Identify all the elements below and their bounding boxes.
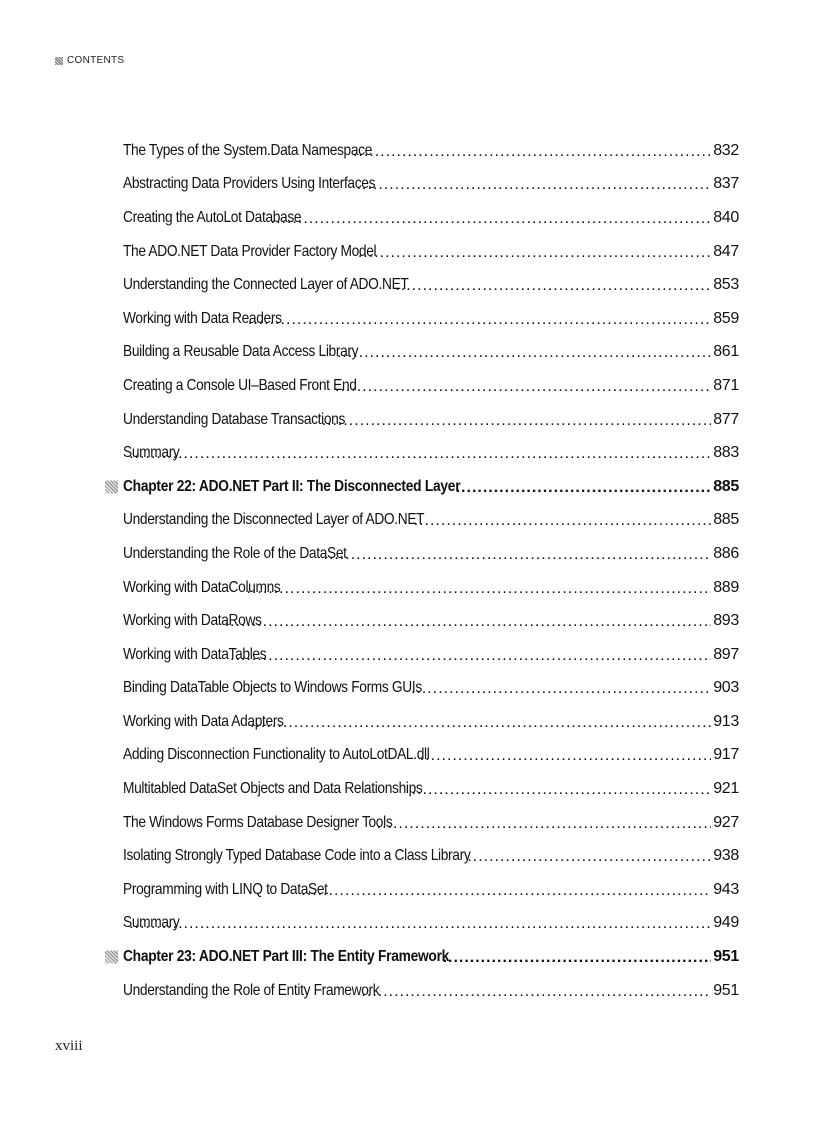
toc-entry-page: 913 bbox=[713, 712, 739, 730]
toc-entry[interactable] bbox=[123, 672, 739, 706]
toc-entry-page: 893 bbox=[713, 612, 739, 630]
toc-entry-title: Working with Data Readers bbox=[123, 309, 282, 327]
chapter-marker-icon bbox=[105, 951, 118, 964]
toc-entry-page: 883 bbox=[713, 444, 739, 462]
toc-entry-page: 886 bbox=[713, 544, 739, 562]
toc-entry-title: Working with DataRows bbox=[123, 612, 262, 630]
toc-entry-title: Understanding the Role of Entity Framework bbox=[123, 981, 380, 999]
dot-leader bbox=[322, 412, 712, 428]
toc-entry-title: Understanding the Disconnected Layer of ADO.NET bbox=[123, 511, 425, 529]
toc-entry-title: Programming with LINQ to DataSet bbox=[123, 880, 328, 898]
dot-leader bbox=[129, 445, 711, 461]
dot-leader bbox=[414, 512, 712, 528]
toc-entry[interactable] bbox=[123, 403, 739, 437]
toc-entry[interactable] bbox=[123, 974, 739, 1008]
toc-entry-title: Chapter 23: ADO.NET Part III: The Entity Framework bbox=[123, 948, 450, 966]
toc-entry[interactable] bbox=[123, 806, 739, 840]
toc-entry[interactable] bbox=[123, 436, 739, 470]
toc-entry-title: Creating a Console UI–Based Front End bbox=[123, 376, 357, 394]
toc-entry-page: 840 bbox=[713, 208, 739, 226]
dot-leader bbox=[361, 983, 711, 999]
toc-entry[interactable] bbox=[123, 537, 739, 571]
toc-entry[interactable] bbox=[123, 369, 739, 403]
toc-entry-page: 871 bbox=[713, 376, 739, 394]
running-header bbox=[55, 55, 124, 66]
toc-entry[interactable] bbox=[123, 571, 739, 605]
toc-entry-page: 837 bbox=[713, 175, 739, 193]
dot-leader bbox=[230, 647, 711, 663]
toc-entry-page: 903 bbox=[713, 679, 739, 697]
toc-entry-page: 877 bbox=[713, 410, 739, 428]
toc-entry-title: Understanding the Connected Layer of ADO.NET bbox=[123, 276, 409, 294]
toc-entry[interactable] bbox=[123, 168, 739, 202]
dot-leader bbox=[395, 277, 711, 293]
toc-chapter-entry[interactable] bbox=[123, 470, 739, 504]
toc-entry-page: 949 bbox=[713, 914, 739, 932]
dot-leader bbox=[129, 915, 711, 931]
dot-leader bbox=[467, 848, 711, 864]
toc-entry-page: 885 bbox=[713, 511, 739, 529]
dot-leader bbox=[271, 210, 712, 226]
toc-entry-title: Adding Disconnection Functionality to AutoLotDAL.dll bbox=[123, 746, 430, 764]
dot-leader bbox=[337, 344, 711, 360]
toc-entry-title: Abstracting Data Providers Using Interfaces bbox=[123, 175, 376, 193]
chapter-marker-icon bbox=[105, 480, 118, 493]
dot-leader bbox=[301, 882, 711, 898]
toc-entry-title: Understanding the Role of the DataSet bbox=[123, 544, 347, 562]
toc-entry-page: 859 bbox=[713, 309, 739, 327]
toc-entry-title: Binding DataTable Objects to Windows Forms GUIs bbox=[123, 679, 422, 697]
toc-entry[interactable] bbox=[123, 638, 739, 672]
toc-entry-title: Multitabled DataSet Objects and Data Relationships bbox=[123, 780, 423, 798]
toc-entry-page: 927 bbox=[713, 813, 739, 831]
toc-entry-title: Understanding Database Transactions bbox=[123, 410, 346, 428]
toc-entry[interactable] bbox=[123, 772, 739, 806]
toc-entry-title: Summary bbox=[123, 444, 180, 462]
toc-entry-title: The ADO.NET Data Provider Factory Model bbox=[123, 242, 377, 260]
toc-entry[interactable] bbox=[123, 268, 739, 302]
toc-entry-title: Building a Reusable Data Access Library bbox=[123, 343, 359, 361]
dot-leader bbox=[358, 244, 711, 260]
toc-entry[interactable] bbox=[123, 705, 739, 739]
header-label: CONTENTS bbox=[67, 55, 125, 66]
table-of-contents bbox=[123, 134, 739, 1007]
dot-leader bbox=[443, 949, 712, 965]
toc-entry-title: Chapter 22: ADO.NET Part II: The Disconnected Layer bbox=[123, 477, 461, 495]
toc-entry-page: 832 bbox=[713, 141, 739, 159]
toc-entry-title: The Types of the System.Data Namespace bbox=[123, 141, 373, 159]
dot-leader bbox=[248, 311, 711, 327]
toc-entry-page: 861 bbox=[713, 343, 739, 361]
toc-entry-title: Working with Data Adapters bbox=[123, 712, 284, 730]
toc-entry-title: Creating the AutoLot Database bbox=[123, 208, 302, 226]
toc-entry-page: 847 bbox=[713, 242, 739, 260]
toc-entry-page: 897 bbox=[713, 645, 739, 663]
dot-leader bbox=[412, 781, 712, 797]
toc-entry[interactable] bbox=[123, 739, 739, 773]
toc-entry-page: 885 bbox=[713, 477, 739, 495]
toc-entry[interactable] bbox=[123, 336, 739, 370]
toc-entry-page: 889 bbox=[713, 578, 739, 596]
toc-entry-page: 938 bbox=[713, 847, 739, 865]
toc-entry-page: 921 bbox=[713, 780, 739, 798]
toc-entry[interactable] bbox=[123, 235, 739, 269]
toc-entry-title: Isolating Strongly Typed Database Code into a Class Library bbox=[123, 847, 471, 865]
toc-entry-title: Working with DataColumns bbox=[123, 578, 281, 596]
toc-chapter-entry[interactable] bbox=[123, 940, 739, 974]
toc-entry[interactable] bbox=[123, 907, 739, 941]
dot-leader bbox=[353, 143, 711, 159]
toc-entry-title: The Windows Forms Database Designer Tools bbox=[123, 813, 393, 831]
toc-entry-title: Working with DataTables bbox=[123, 645, 267, 663]
header-marker-icon bbox=[55, 57, 63, 65]
toc-entry-page: 951 bbox=[713, 948, 739, 966]
dot-leader bbox=[420, 747, 711, 763]
dot-leader bbox=[335, 378, 711, 394]
toc-entry[interactable] bbox=[123, 873, 739, 907]
dot-leader bbox=[246, 580, 711, 596]
toc-entry[interactable] bbox=[123, 504, 739, 538]
toc-entry[interactable] bbox=[123, 839, 739, 873]
toc-entry-title: Summary bbox=[123, 914, 180, 932]
dot-leader bbox=[357, 176, 712, 192]
toc-entry-page: 917 bbox=[713, 746, 739, 764]
dot-leader bbox=[456, 479, 712, 495]
toc-entry[interactable] bbox=[123, 604, 739, 638]
toc-entry[interactable] bbox=[123, 302, 739, 336]
dot-leader bbox=[250, 714, 711, 730]
dot-leader bbox=[323, 546, 711, 562]
toc-entry[interactable] bbox=[123, 201, 739, 235]
page-number: xviii bbox=[55, 1038, 83, 1054]
toc-entry-page: 951 bbox=[713, 981, 739, 999]
dot-leader bbox=[377, 815, 712, 831]
toc-entry[interactable] bbox=[123, 134, 739, 168]
toc-entry-page: 943 bbox=[713, 880, 739, 898]
dot-leader bbox=[411, 680, 711, 696]
dot-leader bbox=[225, 613, 712, 629]
toc-entry-page: 853 bbox=[713, 276, 739, 294]
